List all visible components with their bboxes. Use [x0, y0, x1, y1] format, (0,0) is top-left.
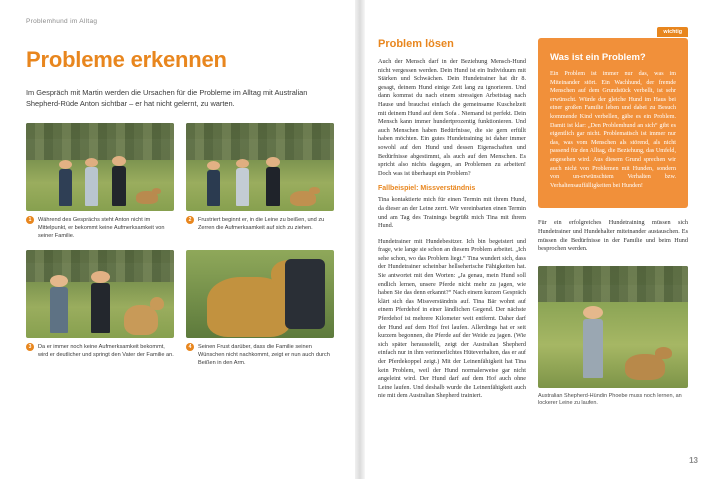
- subheading: Fallbeispiel: Missverständnis: [378, 185, 476, 193]
- running-head: Problemhund im Alltag: [26, 18, 98, 25]
- callout-paragraph: Ein Problem ist immer nur das, was im Miteinander stört. Ein Wachhund, der fremde Menschen auf dem Grundstück verbellt, ist sehr erwünscht. Würde der gleiche Hund im Haus bei einer großen Familie leben und dabei zu Besuch kommende Kind verbellen, gäbe es ein Problem. Damit ist klar: „Den Problemhund an sich“ gibt es eigentlich gar nicht. Problematisch ist immer nur das, was vom Menschen als störend, als nicht passend für den Alltag, die Beziehung, das Umfeld, angesehen wird. Aus diesem Grund sprechen wir auch nicht von Problemen mit Hunden, sondern von un-erwünschtem Verhalten bzw. Verhaltensauffälligkeiten bei Hunden!: [550, 71, 676, 189]
- side-column: [538, 29, 688, 408]
- photo-caption-3: [26, 343, 174, 359]
- photo-number-4: 4: [186, 343, 194, 351]
- body-paragraph-3: Hundetrainer mit Hundebesitzer. Ich bin begeistert und frage, wie lange sie schon an diesem Problem arbeitet. „Ich sehe schon, wo das Problem liegt.“ Tina wundert sich, dass der Hundetrainer scheinbar hellseherische Fähigkeiten hat. Sie antwortet mit den Worten: „Ja genau, mein Hund soll endlich lernen, unsere Pferde nicht mehr zu jagen, wie haben Sie das denn erkannt?“ Nach einem kurzen Gespräch klärt sich das Missverständnis auf. Tina Bär wohnt auf einem Pferdehof in einer ländlichen Gegend. Der nächste Pferdehof ist mehrere Kilometer weit entfernt. Daher darf der Hund auf dem Hof frei laufen. Allerdings hat er seit kurzem begonnen, die Pferde auf der Weide zu jagen. (Wie sich später herausstellt, zeigt der Australian Shepherd einfach nur in ihm verinnerlichtes Hüteverhalten, das er auf der Pferdekoppel zeigt.) Mit der Leinenfähigkeit hat Tina kein Problem, weil der Hund normalerweise gar nicht angeleint wird. Der Hund darf auf dem Hof auch ohne Leine laufen. Und deshalb wurde die Leinenfähigkeit auch nie mit dem Australian Shepherd trainiert.: [378, 237, 526, 400]
- photo-caption-4: [186, 343, 334, 367]
- photo-3: [26, 250, 174, 338]
- body-paragraph-2: Tina kontaktierte mich für einen Termin mit ihrem Hund, da dieser an der Leine zerrt. Wir vereinbarten einen Termin und am Tag des Trainings begrüßt mich Tina mit ihrem Hund.: [378, 196, 526, 230]
- page-title: Probleme erkennen: [26, 47, 227, 72]
- right-page: [360, 0, 720, 479]
- page-number: 13: [689, 456, 698, 465]
- photo-cell-2: [186, 123, 334, 240]
- photo-caption-2: [186, 216, 334, 232]
- photo-number-1: 1: [26, 216, 34, 224]
- photo-caption-1: [26, 216, 174, 240]
- side-photo: [538, 266, 688, 388]
- section-title: Problem lösen: [378, 38, 454, 50]
- photo-cell-1: [26, 123, 174, 240]
- intro-paragraph: Im Gespräch mit Martin werden die Ursachen für die Probleme im Alltag mit Australian Shepherd-Rüde Anton sichtbar – er hat nicht gelernt, zu warten.: [26, 88, 308, 109]
- photo-grid: [26, 123, 334, 367]
- side-photo-caption: Australian Shepherd-Hündin Phoebe muss noch lernen, an lockerer Leine zu laufen.: [538, 392, 682, 407]
- callout-title: Was ist ein Problem?: [550, 52, 646, 63]
- after-callout-paragraph: Für ein erfolgreiches Hundetraining müssen sich Hundetrainer und Hundehalter miteinander austauschen. Es müssen die Bedürfnisse in der Familie und beim Hund besprochen werden.: [538, 219, 688, 253]
- photo-2: [186, 123, 334, 211]
- photo-cell-4: [186, 250, 334, 367]
- photo-cell-3: [26, 250, 174, 367]
- photo-caption-text-3: Da er immer noch keine Aufmerksamkeit bekommt, wird er deutlicher und springt den Vater der Familie an.: [38, 344, 174, 359]
- photo-caption-text-2: Frustriert beginnt er, in die Leine zu beißen, und zu Zerren die Aufmerksamkeit auf sich zu ziehen.: [198, 217, 325, 232]
- photo-4: [186, 250, 334, 338]
- photo-caption-text-1: Während des Gesprächs steht Anton nicht im Mittelpunkt, er bekommt keine Aufmerksamkeit von seiner Familie.: [38, 217, 165, 240]
- photo-caption-text-4: Seinen Frust darüber, dass die Familie seinen Wünschen nicht nachkommt, zeigt er nun auch durch Beißen in den Arm.: [198, 344, 330, 367]
- photo-number-2: 2: [186, 216, 194, 224]
- callout-box: [538, 29, 688, 208]
- callout-flag: wichtig: [657, 27, 688, 37]
- photo-1: [26, 123, 174, 211]
- right-page-columns: [378, 29, 696, 408]
- text-column: [378, 38, 526, 408]
- photo-number-3: 3: [26, 343, 34, 351]
- body-paragraph-1: Auch der Mensch darf in der Beziehung Mensch-Hund nicht vergessen werden. Dein Hund ist ein Individuum mit Stärken und Schwächen. Dein Hundetrainer hat dir 8. gesagt, deinem Hund einige Zeit lang zu ignorieren. Und dann kommst du nach einem stressigen Arbeitstag nach Hause und brauchst einfach die gemeinsame Kuschelzeit mit deinem Hund auf dem Sofa . Niemand ist perfekt. Dein Mensch kann immer hundertprozentig funktionieren. Und auch Menschen haben Bedürfnisse, die sie gern erfüllt haben möchten. Ein gutes Hundetraining ist daher immer sowohl auf den Hund und dessen Eigenschaften und Bedürfnisse abgestimmt, als auch auf den Menschen. Es spricht also nichts dagegen, an Problemen zu arbeiten! Doch was ist überhaupt ein Problem?: [378, 58, 526, 177]
